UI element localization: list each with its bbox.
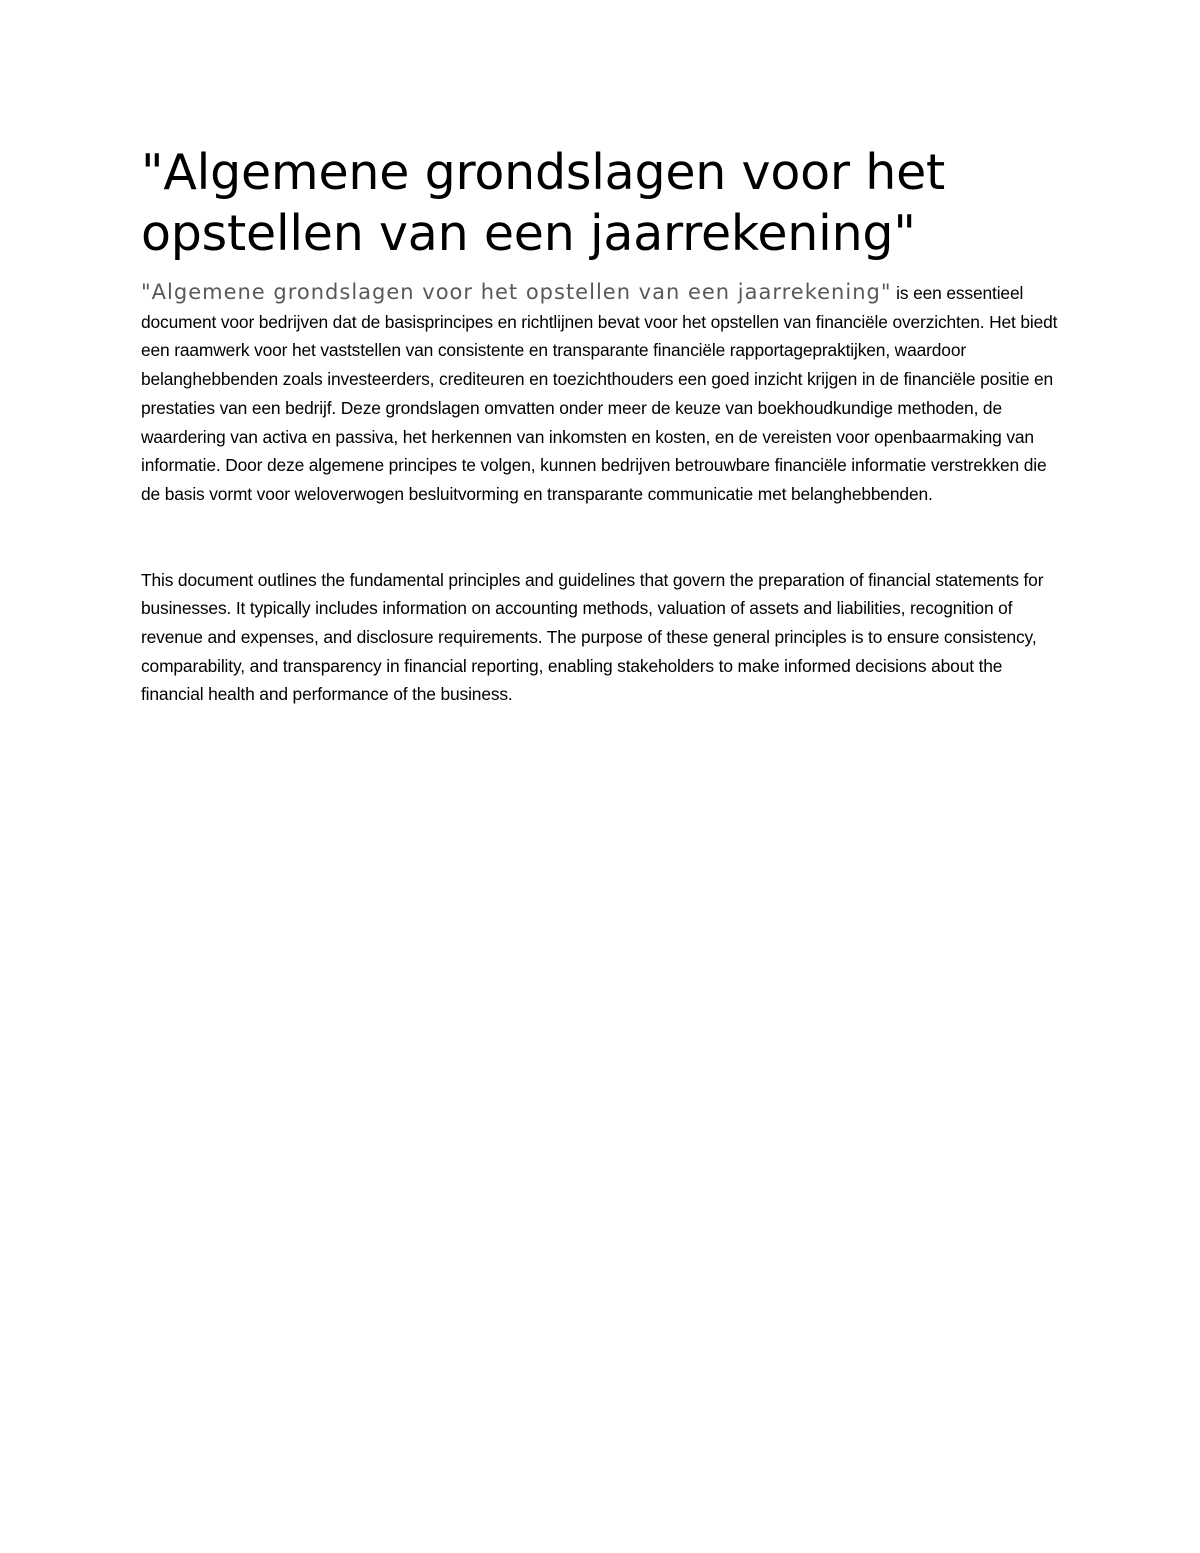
document-subtitle: "Algemene grondslagen voor het opstellen van een jaarrekening": [141, 280, 892, 304]
document-body: [141, 142, 1061, 709]
paragraph-dutch: [141, 278, 1061, 509]
paragraph-english: This document outlines the fundamental principles and guidelines that govern the preparation of financial statements for businesses. It typically includes information on accounting methods, valuation of assets and liabilities, recognition of revenue and expenses, and disclosure requirements. The purpose of these general principles is to ensure consistency, comparability, and transparency in financial reporting, enabling stakeholders to make informed decisions about the financial health and performance of the business.: [141, 569, 1044, 705]
document-title: "Algemene grondslagen voor het opstellen van een jaarrekening": [141, 144, 946, 262]
paragraph-dutch-text: is een essentieel document voor bedrijven dat de basisprincipes en richtlijnen bevat voor het opstellen van financiële overzichten. Het biedt een raamwerk voor het vaststellen van consistente en transparante financiële rapportagepraktijken, waardoor belanghebbenden zoals investeerders, crediteuren en toezichthouders een goed inzicht krijgen in de financiële positie en prestaties van een bedrijf. Deze grondslagen omvatten onder meer de keuze van boekhoudkundige methoden, de waardering van activa en passiva, het herkennen van inkomsten en kosten, en de vereisten voor openbaarmaking van informatie. Door deze algemene principes te volgen, kunnen bedrijven betrouwbare financiële informatie verstrekken die de basis vormt voor weloverwogen besluitvorming en transparante communicatie met belanghebbenden.: [141, 283, 1058, 504]
